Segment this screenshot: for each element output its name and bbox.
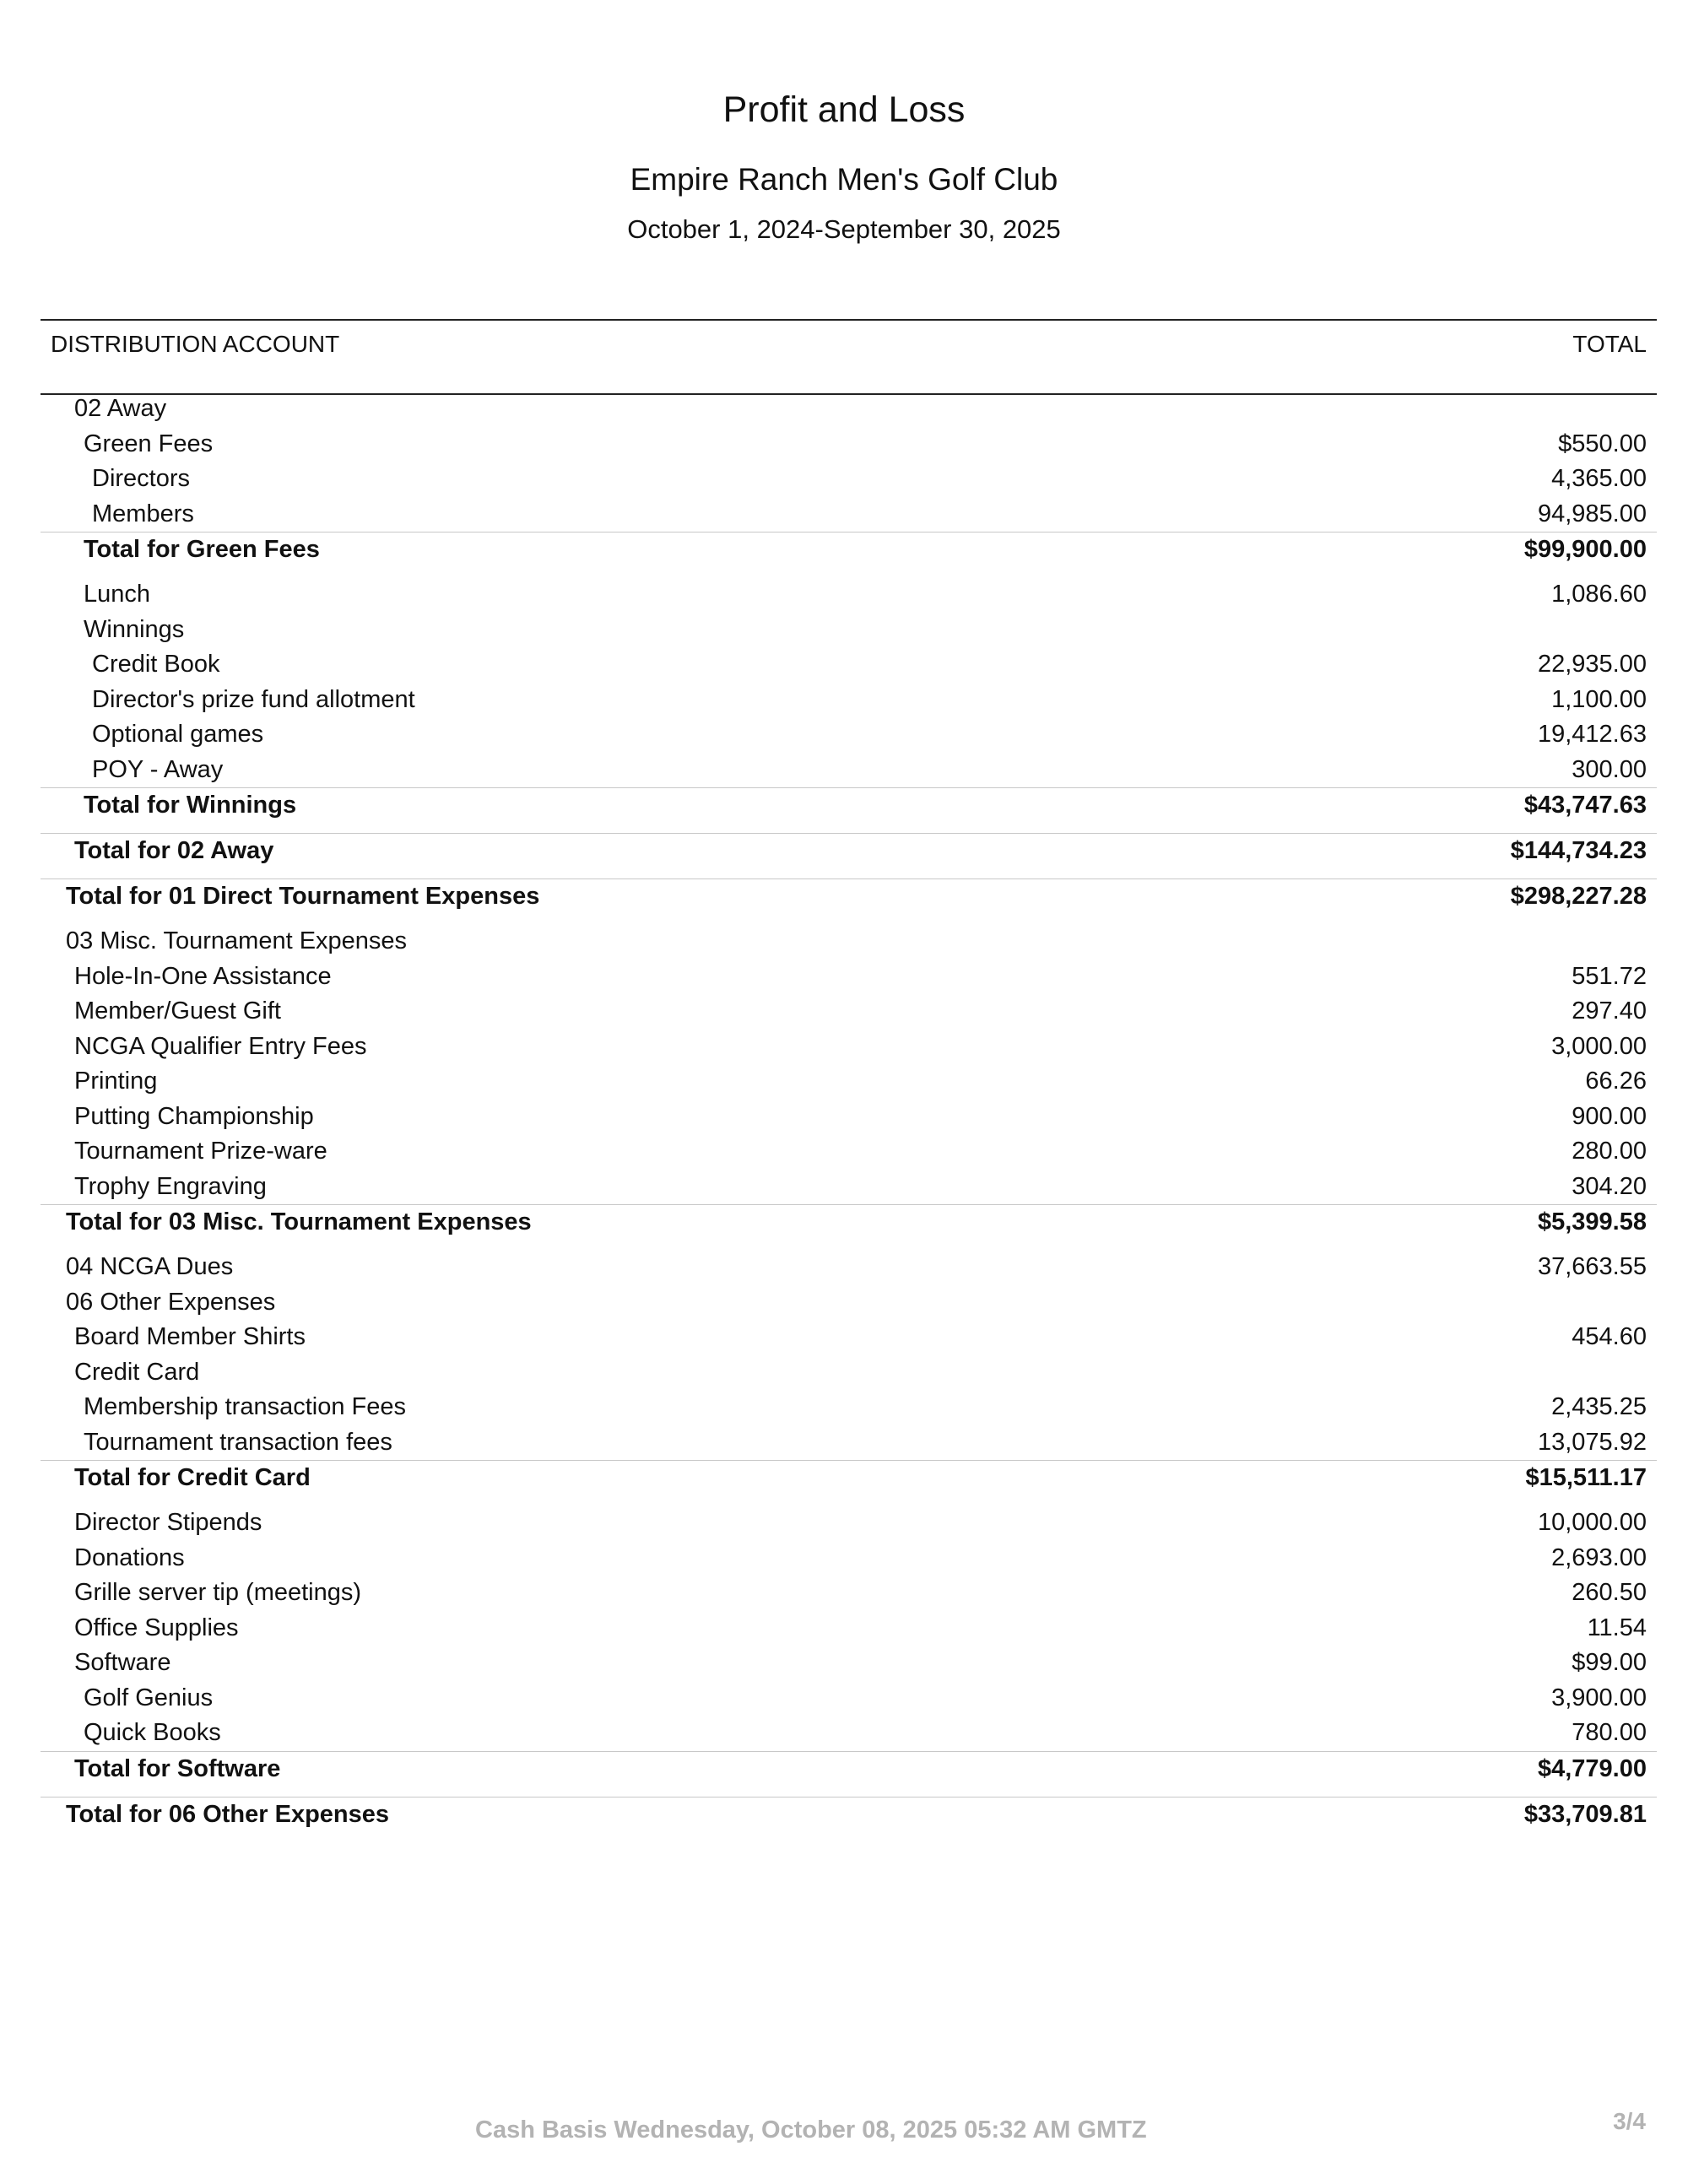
account-amount: $15,511.17 bbox=[1525, 1464, 1647, 1491]
table-row bbox=[41, 1100, 1657, 1135]
account-amount: 297.40 bbox=[1572, 997, 1647, 1024]
account-label: Office Supplies bbox=[74, 1614, 239, 1641]
account-amount: 4,365.00 bbox=[1551, 465, 1647, 492]
table-row bbox=[41, 1576, 1657, 1611]
account-label: Lunch bbox=[84, 581, 151, 608]
total-row bbox=[41, 1797, 1657, 1832]
table-row bbox=[41, 613, 1657, 648]
account-label: Hole-In-One Assistance bbox=[74, 962, 332, 990]
account-amount: 280.00 bbox=[1572, 1138, 1647, 1165]
account-amount: 13,075.92 bbox=[1537, 1428, 1647, 1456]
account-amount: $144,734.23 bbox=[1510, 837, 1647, 864]
account-amount: 551.72 bbox=[1572, 962, 1647, 990]
account-label: POY - Away bbox=[92, 755, 224, 783]
account-amount: 304.20 bbox=[1572, 1172, 1647, 1200]
account-amount: $298,227.28 bbox=[1510, 883, 1647, 910]
account-amount: 19,412.63 bbox=[1537, 721, 1647, 748]
account-label: Total for Winnings bbox=[84, 792, 297, 819]
account-amount: 10,000.00 bbox=[1537, 1509, 1647, 1536]
report-title: Profit and Loss bbox=[722, 89, 966, 130]
table-row bbox=[41, 1170, 1657, 1205]
account-label: Directors bbox=[92, 465, 191, 492]
account-label: Tournament transaction fees bbox=[84, 1428, 392, 1456]
table-row bbox=[41, 1320, 1657, 1355]
account-amount: $99,900.00 bbox=[1523, 536, 1647, 563]
account-amount: 22,935.00 bbox=[1537, 651, 1647, 678]
total-row bbox=[41, 1204, 1657, 1240]
account-label: Board Member Shirts bbox=[74, 1323, 306, 1350]
account-amount: $5,399.58 bbox=[1537, 1208, 1647, 1235]
table-row bbox=[41, 924, 1657, 960]
account-amount: 1,086.60 bbox=[1551, 581, 1647, 608]
account-amount: $99.00 bbox=[1572, 1649, 1647, 1676]
account-label: Total for 06 Other Expenses bbox=[66, 1800, 390, 1828]
table-row bbox=[41, 1285, 1657, 1321]
account-amount: 3,900.00 bbox=[1551, 1684, 1647, 1711]
account-label: NCGA Qualifier Entry Fees bbox=[74, 1032, 367, 1060]
company-name: Empire Ranch Men's Golf Club bbox=[630, 162, 1058, 197]
table-row bbox=[41, 994, 1657, 1030]
account-amount: 66.26 bbox=[1585, 1068, 1647, 1095]
account-label: Printing bbox=[74, 1068, 158, 1095]
table-row bbox=[41, 1064, 1657, 1100]
total-row bbox=[41, 1460, 1657, 1495]
total-row bbox=[41, 532, 1657, 567]
account-label: Membership transaction Fees bbox=[84, 1393, 406, 1420]
table-row bbox=[41, 1541, 1657, 1576]
account-label: Winnings bbox=[84, 615, 185, 643]
account-label: Donations bbox=[74, 1543, 185, 1571]
account-amount: 2,693.00 bbox=[1551, 1543, 1647, 1571]
table-row bbox=[41, 960, 1657, 995]
account-amount: 900.00 bbox=[1572, 1102, 1647, 1130]
account-amount: 3,000.00 bbox=[1551, 1032, 1647, 1060]
account-label: Total for 02 Away bbox=[74, 837, 274, 864]
account-amount: $550.00 bbox=[1558, 430, 1647, 457]
account-label: 04 NCGA Dues bbox=[66, 1253, 234, 1280]
account-amount: 37,663.55 bbox=[1537, 1253, 1647, 1280]
table-row bbox=[41, 392, 1657, 427]
account-label: Total for 01 Direct Tournament Expenses bbox=[66, 883, 540, 910]
footer-basis-timestamp: Cash Basis Wednesday, October 08, 2025 05:32 AM GMTZ bbox=[475, 2116, 1147, 2143]
account-label: Green Fees bbox=[84, 430, 214, 457]
account-label: Trophy Engraving bbox=[74, 1172, 267, 1200]
table-row bbox=[41, 683, 1657, 718]
table-row bbox=[41, 1506, 1657, 1541]
account-label: 03 Misc. Tournament Expenses bbox=[66, 927, 408, 954]
account-amount: 2,435.25 bbox=[1551, 1393, 1647, 1420]
table-row bbox=[41, 1390, 1657, 1425]
account-amount: 780.00 bbox=[1572, 1719, 1647, 1746]
table-row bbox=[41, 577, 1657, 613]
account-label: Director's prize fund allotment bbox=[92, 685, 415, 713]
account-amount: 260.50 bbox=[1572, 1579, 1647, 1606]
account-label: Credit Book bbox=[92, 651, 220, 678]
total-row bbox=[41, 787, 1657, 823]
account-label: Software bbox=[74, 1649, 171, 1676]
table-row bbox=[41, 1355, 1657, 1391]
account-amount: 300.00 bbox=[1572, 755, 1647, 783]
account-label: Quick Books bbox=[84, 1719, 221, 1746]
account-amount: $4,779.00 bbox=[1537, 1754, 1647, 1782]
account-label: 02 Away bbox=[74, 395, 167, 422]
table-row bbox=[41, 1681, 1657, 1716]
report-period: October 1, 2024-September 30, 2025 bbox=[627, 214, 1061, 244]
page-number: 3/4 bbox=[1613, 2108, 1646, 2134]
account-label: Member/Guest Gift bbox=[74, 997, 281, 1024]
total-row bbox=[41, 833, 1657, 868]
column-header-account: DISTRIBUTION ACCOUNT bbox=[51, 331, 340, 357]
table-row bbox=[41, 1611, 1657, 1646]
account-label: Credit Card bbox=[74, 1358, 200, 1386]
account-amount: 454.60 bbox=[1572, 1323, 1647, 1350]
account-label: Total for Credit Card bbox=[74, 1464, 311, 1491]
account-amount: 94,985.00 bbox=[1537, 500, 1647, 527]
account-amount: 11.54 bbox=[1587, 1614, 1647, 1641]
table-row bbox=[41, 1030, 1657, 1065]
account-label: Golf Genius bbox=[84, 1684, 214, 1711]
table-row bbox=[41, 1716, 1657, 1751]
table-row bbox=[41, 1425, 1657, 1461]
table-header bbox=[41, 319, 1657, 395]
table-row bbox=[41, 462, 1657, 497]
account-label: Total for Software bbox=[74, 1754, 281, 1782]
account-label: Director Stipends bbox=[74, 1509, 262, 1536]
account-label: Total for Green Fees bbox=[84, 536, 320, 563]
account-amount: 1,100.00 bbox=[1551, 685, 1647, 713]
column-header-total: TOTAL bbox=[1572, 331, 1647, 357]
account-label: Members bbox=[92, 500, 194, 527]
table-row bbox=[41, 1646, 1657, 1681]
account-label: 06 Other Expenses bbox=[66, 1288, 276, 1316]
table-row bbox=[41, 1250, 1657, 1285]
report-table-body bbox=[41, 392, 1657, 1832]
total-row bbox=[41, 1751, 1657, 1787]
table-row bbox=[41, 647, 1657, 683]
table-row bbox=[41, 717, 1657, 753]
account-amount: $43,747.63 bbox=[1523, 792, 1647, 819]
account-label: Putting Championship bbox=[74, 1102, 314, 1130]
account-label: Grille server tip (meetings) bbox=[74, 1579, 362, 1606]
account-amount: $33,709.81 bbox=[1523, 1800, 1647, 1828]
account-label: Tournament Prize-ware bbox=[74, 1138, 327, 1165]
account-label: Total for 03 Misc. Tournament Expenses bbox=[66, 1208, 532, 1235]
account-label: Optional games bbox=[92, 721, 264, 748]
table-row bbox=[41, 427, 1657, 462]
table-row bbox=[41, 753, 1657, 788]
total-row bbox=[41, 878, 1657, 914]
table-row bbox=[41, 1134, 1657, 1170]
table-row bbox=[41, 497, 1657, 532]
